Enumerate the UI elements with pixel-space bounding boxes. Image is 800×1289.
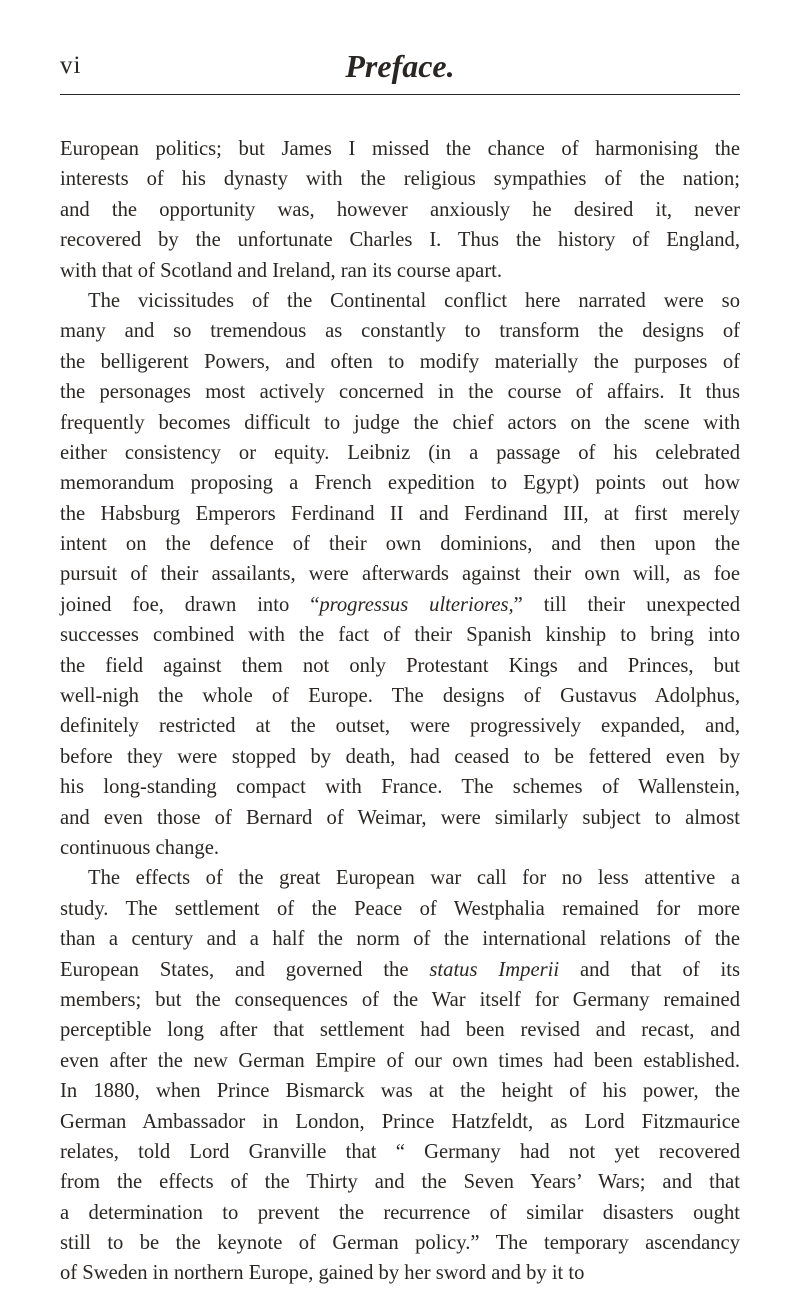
body-text xyxy=(60,134,740,1289)
text-line: recovered by the unfortunate Charles I. Thus the history of England, xyxy=(60,229,740,252)
document-page xyxy=(60,48,740,1285)
text-line: many and so tremendous as constantly to transform the designs of xyxy=(60,320,740,343)
text-line: German Ambassador in London, Prince Hatzfeldt, as Lord Fitzmaurice xyxy=(60,1110,740,1133)
text-line: even after the new German Empire of our own times had been established. xyxy=(60,1049,740,1072)
text-line: than a century and a half the norm of the international relations of the xyxy=(60,928,740,951)
text-line: either consistency or equity. Leibniz (in a passage of his celebrated xyxy=(60,441,740,464)
text-line: successes combined with the fact of their Spanish kinship to bring into xyxy=(60,624,740,647)
text-line: perceptible long after that settlement had been revised and recast, and xyxy=(60,1019,740,1042)
text-line: of Sweden in northern Europe, gained by her sword and by it to xyxy=(60,1262,585,1285)
text-line: the field against them not only Protestant Kings and Princes, but xyxy=(60,654,740,677)
text-line: before they were stopped by death, had ceased to be fettered even by xyxy=(60,745,740,768)
text-line: and even those of Bernard of Weimar, were similarly subject to almost xyxy=(60,806,740,829)
text-line: The vicissitudes of the Continental conflict here narrated were so xyxy=(88,289,740,312)
text-line: European States, and governed the status Imperii and that of its xyxy=(60,958,740,981)
paragraph xyxy=(60,286,740,863)
page-header xyxy=(60,48,740,94)
text-line: the belligerent Powers, and often to modify materially the purposes of xyxy=(60,350,740,373)
text-line: well-nigh the whole of Europe. The designs of Gustavus Adolphus, xyxy=(60,685,740,708)
page-number: vi xyxy=(60,52,82,79)
text-line: interests of his dynasty with the religious sympathies of the nation; xyxy=(60,168,740,191)
text-line: with that of Scotland and Ireland, ran its course apart. xyxy=(60,259,503,282)
text-line: the personages most actively concerned in the course of affairs. It thus xyxy=(60,381,740,404)
text-line: and the opportunity was, however anxiously he desired it, never xyxy=(60,198,740,221)
text-line: a determination to prevent the recurrence of similar disasters ought xyxy=(60,1201,740,1224)
paragraph xyxy=(60,134,740,286)
text-line: joined foe, drawn into “progressus ulteriores,” till their unexpected xyxy=(60,593,740,616)
text-line: pursuit of their assailants, were afterwards against their own will, as foe xyxy=(60,563,740,586)
text-line: frequently becomes difficult to judge the chief actors on the scene with xyxy=(60,411,740,434)
text-line: the Habsburg Emperors Ferdinand II and Ferdinand III, at first merely xyxy=(60,502,740,525)
text-line: European politics; but James I missed the chance of harmonising the xyxy=(60,138,740,160)
text-line: members; but the consequences of the War itself for Germany remained xyxy=(60,988,740,1011)
paragraph xyxy=(60,863,740,1288)
text-line: memorandum proposing a French expedition to Egypt) points out how xyxy=(60,472,740,495)
text-line: continuous change. xyxy=(60,836,219,859)
running-head: Preface. xyxy=(345,48,455,84)
text-line: from the effects of the Thirty and the Seven Years’ Wars; and that xyxy=(60,1171,740,1194)
text-line: still to be the keynote of German policy.” The temporary ascendancy xyxy=(60,1232,740,1255)
text-line: The effects of the great European war call for no less attentive a xyxy=(88,867,740,890)
text-line: relates, told Lord Granville that “ Germany had not yet recovered xyxy=(60,1140,740,1163)
text-line: his long-standing compact with France. The schemes of Wallenstein, xyxy=(60,776,740,799)
text-line: definitely restricted at the outset, were progressively expanded, and, xyxy=(60,715,740,738)
text-line: study. The settlement of the Peace of Westphalia remained for more xyxy=(60,897,740,920)
header-rule xyxy=(60,94,740,95)
text-line: In 1880, when Prince Bismarck was at the height of his power, the xyxy=(60,1080,740,1103)
text-line: intent on the defence of their own dominions, and then upon the xyxy=(60,533,740,556)
